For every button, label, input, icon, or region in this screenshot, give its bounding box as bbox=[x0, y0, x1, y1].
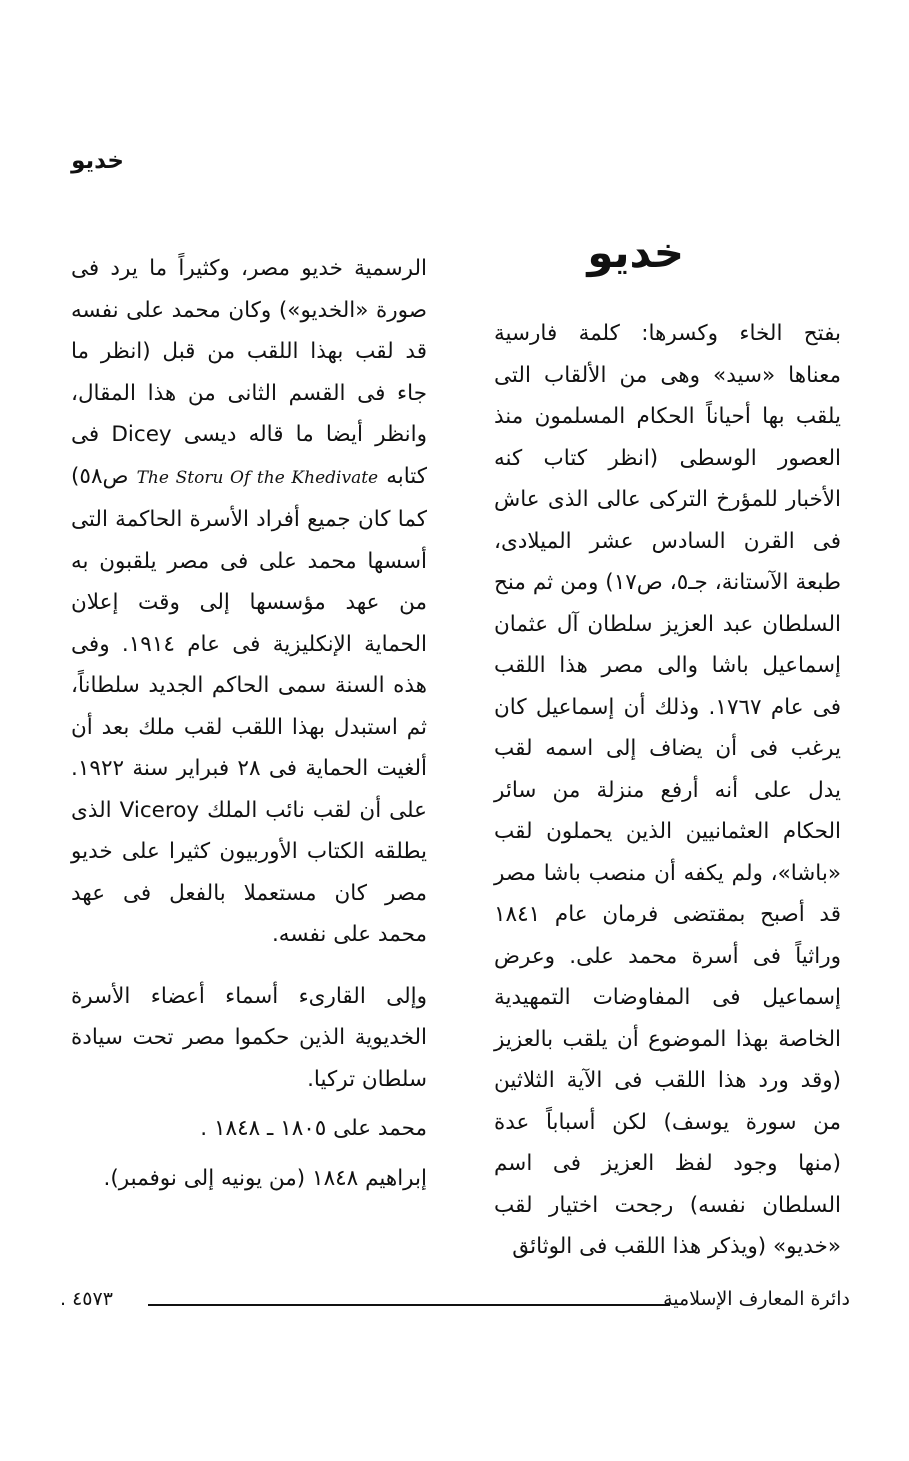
right-column-paragraph: بفتح الخاء وكسرها: كلمة فارسية معناها «سيد» وهى من الألقاب التى يلقب بها أحياناً الحكام المسلمون منذ العصور الوسطى (انظر كتاب كنه الأخبار للمؤرخ التركى عالى الذى عاش فى القرن السادس عشر الميلادى، طبعة الآستانة، جـ٥، ص١٧) ومن ثم منح السلطان عبد العزيز سلطان آل عثمان إسماعيل باشا والى مصر هذا اللقب فى عام ١٧٦٧. وذلك أن إسماعيل كان يرغب فى أن يضاف إلى اسمه لقب يدل على أنه أرفع منزلة من سائر الحكام العثمانيين الذين يحملون لقب «باشا»، ولم يكفه أن منصب باشا مصر قد أصبح بمقتضى فرمان عام ١٨٤١ وراثياً فى أسرة محمد على. وعرض إسماعيل فى المفاوضات التمهيدية الخاصة بهذا الموضوع أن يلقب بالعزيز (وقد ورد هذا اللقب فى الآية الثلاثين من سورة يوسف) لكن أسباباً عدة (منها وجود لفظ العزيز فى اسم السلطان نفسه) رجحت اختيار لقب «خديو» (ويذكر هذا اللقب فى الوثائق bbox=[494, 321, 841, 1259]
left-column bbox=[71, 248, 427, 1199]
paragraph-text-part-2: فى كتابه bbox=[71, 422, 427, 489]
right-column bbox=[494, 313, 841, 1268]
left-column-paragraph-1 bbox=[71, 248, 427, 956]
footer-source-title: دائرة المعارف الإسلامية bbox=[663, 1288, 850, 1310]
page-number: ٤٥٧٣ . bbox=[60, 1288, 113, 1310]
ruler-entry-1: محمد على ١٨٠٥ ـ ١٨٤٨ . bbox=[200, 1116, 427, 1141]
article-title: خديو bbox=[587, 228, 684, 277]
latin-word-viceroy: Viceroy bbox=[119, 797, 200, 823]
running-head: خديو bbox=[71, 148, 124, 174]
paragraph-text-part-3: ص٥٨) كما كان جميع أفراد الأسرة الحاكمة التى أسسها محمد على فى مصر يلقبون به من عهد مؤسسها إلى وقت إعلان الحماية الإنكليزية فى عام ١٩١٤. وفى هذه السنة سمى الحاكم الجديد سلطاناً، ثم استبدل بهذا اللقب لقب ملك بعد أن ألغيت الحماية فى ٢٨ فبراير سنة ١٩٢٢. على أن لقب نائب الملك bbox=[71, 463, 428, 823]
latin-name-dicey: Dicey bbox=[111, 422, 172, 447]
ruler-entry-2: إبراهيم ١٨٤٨ (من يونيه إلى نوفمبر). bbox=[103, 1165, 427, 1191]
paragraph-text-part-1: الرسمية خديو مصر، وكثيراً ما يرد فى صورة «الخديو») وكان محمد على نفسه قد لقب بهذا اللقب من قبل (انظر ما جاء فى القسم الثانى من هذا المقال، وانظر أيضا ما قاله ديسى bbox=[71, 256, 427, 447]
paragraph-text-part-4: الذى يطلقه الكتاب الأوربيون كثيرا على خديو مصر كان مستعملا بالفعل فى عهد محمد على نفسه. bbox=[71, 797, 427, 947]
left-column-paragraph-2: وإلى القارىء أسماء أعضاء الأسرة الخديوية الذين حكموا مصر تحت سيادة سلطان تركيا. bbox=[71, 983, 427, 1092]
page-footer bbox=[60, 1288, 850, 1318]
latin-book-title: The Storu Of the Khedivate bbox=[136, 467, 379, 488]
footer-rule bbox=[148, 1304, 670, 1306]
